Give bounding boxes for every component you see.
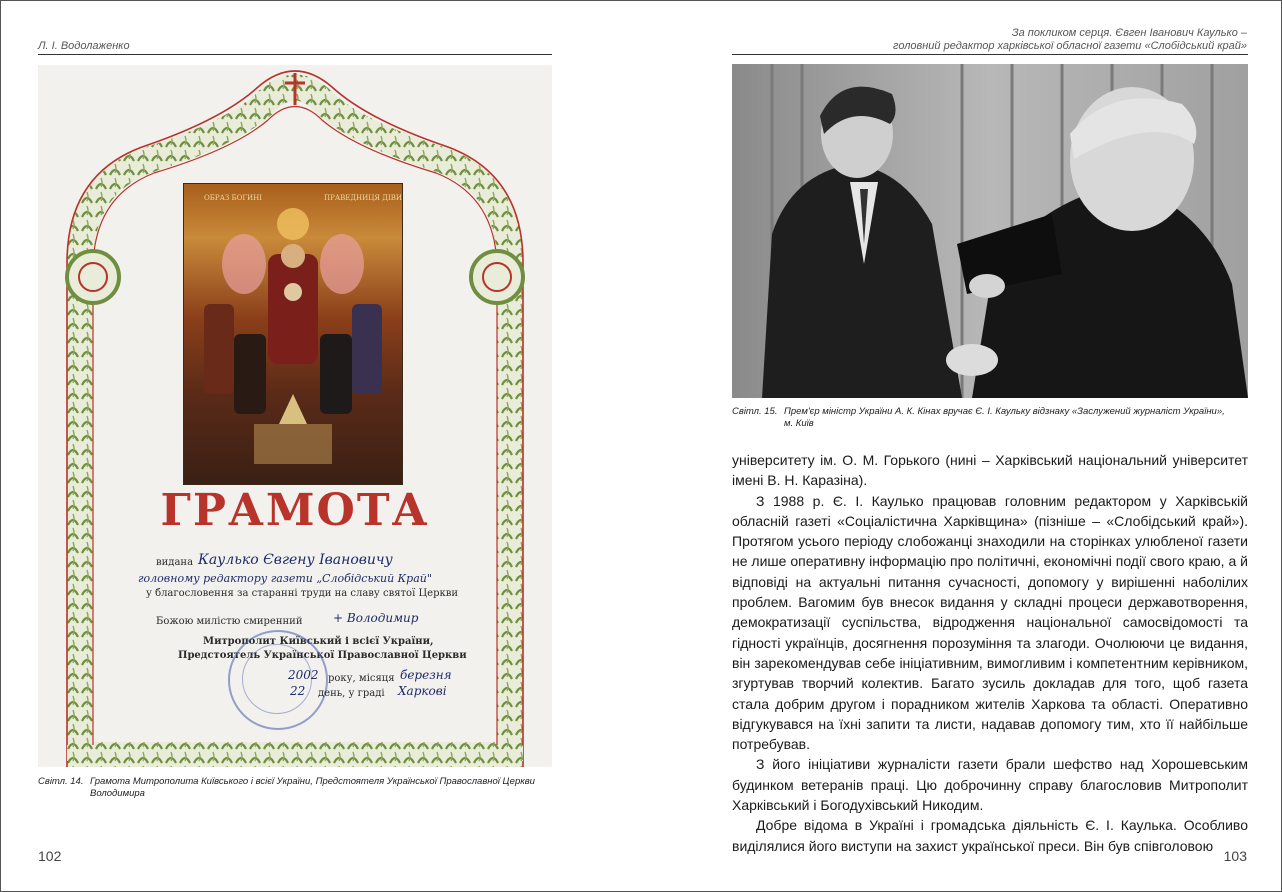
left-page bbox=[0, 0, 640, 890]
year-handwritten: 2002 bbox=[288, 668, 319, 682]
paragraph: університету ім. О. М. Горького (нині – Харківський національний університет імені В. Н. Каразіна). bbox=[732, 452, 1248, 489]
caption-label: Світл. 14. bbox=[38, 776, 84, 787]
year-label: року, місяця bbox=[328, 673, 395, 684]
running-head-line-2: головний редактор харківської обласної газети «Слобідський край» bbox=[893, 40, 1247, 52]
city-handwritten: Харкові bbox=[398, 684, 447, 698]
right-page bbox=[641, 0, 1280, 890]
page-number-right: 103 bbox=[1223, 848, 1247, 864]
blessing-line: у благословення за старанні труди на славу святої Церкви bbox=[146, 588, 459, 599]
primate-line: Предстоятель Української Православної Церкви bbox=[178, 650, 467, 661]
icon-header-right: ПРАВЕДНИЦЯ ДІВИ bbox=[324, 194, 402, 202]
day-label: день, у граді bbox=[318, 688, 385, 699]
caption-label: Світл. 15. bbox=[732, 406, 778, 417]
mercy-label: Божою милістю смиренний bbox=[156, 616, 303, 627]
certificate-image bbox=[38, 65, 552, 767]
caption-text: Прем'єр міністр України А. К. Кінах вручає Є. І. Каульку відзнаку «Заслужений журналіст України», м. Київ bbox=[784, 406, 1225, 429]
running-head-left: Л. І. Водолаженко bbox=[38, 40, 130, 52]
issued-to-label: видана bbox=[156, 557, 194, 568]
header-rule bbox=[732, 54, 1248, 55]
icon-header-left: ОБРАЗ БОГИНІ bbox=[204, 194, 262, 202]
day-handwritten: 22 bbox=[290, 684, 306, 698]
position-handwritten: головному редактору газети „Слобідський Край" bbox=[138, 572, 432, 585]
running-head-line-1: За покликом серця. Євген Іванович Каулько – bbox=[1011, 27, 1247, 39]
certificate-title: ГРАМОТА bbox=[160, 485, 430, 536]
header-rule bbox=[38, 54, 552, 55]
body-text bbox=[732, 450, 1248, 856]
paragraph: З 1988 р. Є. І. Каулько працював головним редактором у Харківській обласній газеті «Соціалістична Харківщина» (пізніше – «Слобідський край»). Протягом усього періоду слобожанці знаходили на сторінках улюбленої газети не лише оперативну інформацію про політичні, економічні події свого краю, а й відповіді на актуальні питання сучасності, допомогу у вирішенні наболілих проблем. Вагомим був внесок видання у складні процеси державотворення, демократизації суспільства, відродження національної самосвідомості та гідності українців, досягнення порозуміння та злагоди. Очолюючи це видання, він зарекомендував себе ініціативним, вимогливим і компетентним керівником, згуртував творчий колектив. Багато зусиль докладав для того, щоб газета стала добрим другом і порадником жителів Харкова та області. Оперативно відгукувався на їхні запити та листи, надавав допомогу тим, хто її найбільше потребував. bbox=[732, 492, 1248, 753]
signature: + Володимир bbox=[333, 611, 419, 625]
paragraph: Добре відома в Україні і громадська діяльність Є. І. Каулька. Особливо виділялися його виступи на захист української преси. Він був співголовою bbox=[732, 817, 1248, 854]
month-handwritten: березня bbox=[400, 668, 452, 682]
page-number-left: 102 bbox=[38, 848, 62, 864]
orthodox-icon-image bbox=[183, 183, 403, 485]
metropolitan-line: Митрополит Київський і всієї України, bbox=[203, 636, 434, 647]
issued-to-handwritten: Каулько Євгену Івановичу bbox=[198, 552, 393, 568]
caption-text: Грамота Митрополита Київського і всієї України, Предстоятеля Української Православної Церкви Володимира bbox=[90, 776, 535, 799]
award-ceremony-photo bbox=[732, 64, 1248, 398]
running-head-right bbox=[893, 27, 1247, 53]
paragraph: З його ініціативи журналісти газети брали шефство над Хорошевським будинком ветеранів праці. Цю доброчинну справу благословив Митрополит Харківський і Богодухівський Никодим. bbox=[732, 756, 1248, 814]
